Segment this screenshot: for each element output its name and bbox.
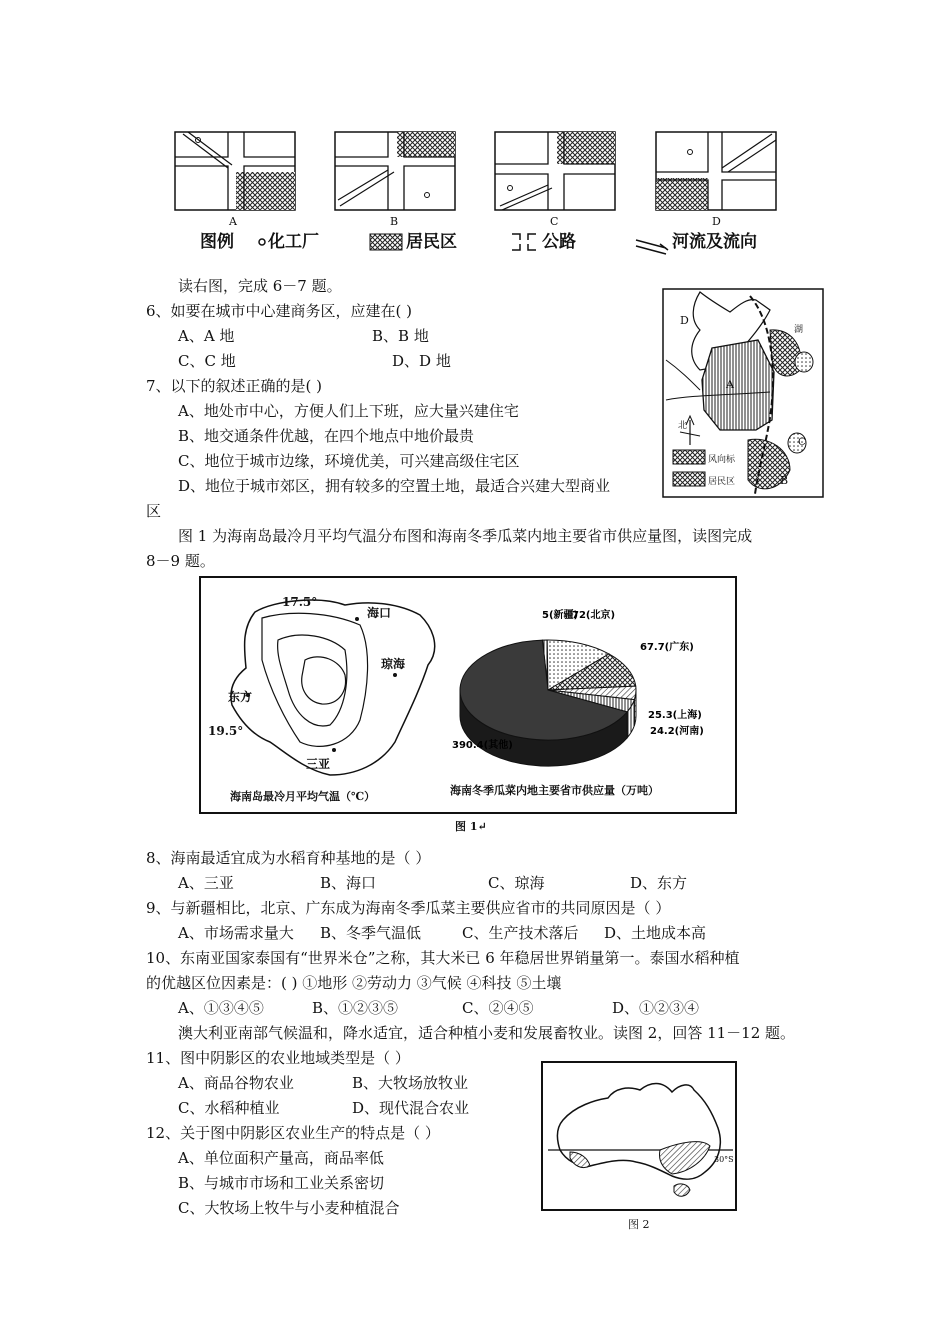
q6-option-b: B、B 地 [372, 327, 429, 345]
q10-option-a: A、①③④⑤ [178, 999, 264, 1017]
q12-stem: 12、关于图中阴影区农业生产的特点是（ ） [146, 1124, 440, 1142]
legend-chem: 化工厂 [268, 232, 319, 252]
q9-stem: 9、与新疆相比，北京、广东成为海南冬季瓜菜主要供应省市的共同原因是（ ） [146, 899, 671, 917]
q9-option-d: D、土地成本高 [604, 924, 707, 942]
panel-a-label: A [229, 215, 237, 228]
q7-stem: 7、以下的叙述正确的是( ) [146, 377, 323, 395]
q8-stem: 8、海南最适宜成为水稻育种基地的是（ ） [146, 849, 431, 867]
q11-option-b: B、大牧场放牧业 [352, 1074, 469, 1092]
q7-option-c: C、地位于城市边缘，环境优美，可兴建高级住宅区 [178, 452, 520, 470]
map-caption: 海南岛最冷月平均气温（℃） [230, 790, 376, 803]
city-label-c: C [798, 437, 806, 448]
q12-option-a: A、单位面积产量高，商品率低 [178, 1149, 384, 1167]
q6-stem: 6、如要在城市中心建商务区，应建在( ) [146, 302, 413, 320]
q12-option-c: C、大牧场上牧牛与小麦种植混合 [178, 1199, 400, 1217]
residential-symbol-icon [370, 234, 402, 250]
intro-8-9-line2: 8－9 题。 [146, 552, 215, 570]
panel-c-label: C [550, 215, 559, 228]
panel-d-label: D [712, 215, 721, 228]
city-wind: 风向标 [708, 455, 736, 465]
pie-label: 25.3(上海) [648, 710, 702, 721]
q11-option-a: A、商品谷物农业 [178, 1074, 294, 1092]
q10-line2: 的优越区位因素是：( ) ①地形 ②劳动力 ③气候 ④科技 ⑤土壤 [146, 974, 562, 992]
q12-option-b: B、与城市市场和工业关系密切 [178, 1174, 385, 1192]
pie-label: 67.7(广东) [640, 642, 694, 653]
q8-option-b: B、海口 [320, 874, 377, 892]
pie-label: 24.2(河南) [650, 726, 704, 737]
intro-6-7: 读右图，完成 6－7 题。 [178, 277, 342, 295]
pie-label: 72(北京) [572, 610, 616, 621]
map-label-haikou: 海口 [367, 606, 392, 620]
q8-option-d: D、东方 [630, 874, 688, 892]
legend-river: 河流及流向 [672, 232, 757, 252]
city-label-b: B [780, 474, 789, 487]
map-label-19-5: 19.5° [208, 724, 244, 738]
figure1-caption: 图 1↵ [455, 820, 487, 833]
panel-a [175, 132, 295, 210]
q11-option-c: C、水稻种植业 [178, 1099, 280, 1117]
figure2-frame [542, 1062, 736, 1210]
map-label-qionghai: 琼海 [381, 657, 406, 671]
q9-option-c: C、生产技术落后 [462, 924, 579, 942]
city-res: 居民区 [708, 477, 736, 487]
road-symbol-icon [512, 234, 536, 250]
q7-option-a: A、地处市中心，方便人们上下班，应大量兴建住宅 [178, 402, 519, 420]
pie-label: 390.4(其他) [452, 740, 513, 751]
figure2-latitude: 30°S [714, 1155, 734, 1164]
panel-c [495, 132, 615, 210]
river-symbol-icon [636, 240, 668, 254]
q7-option-b: B、地交通条件优越，在四个地点中地价最贵 [178, 427, 475, 445]
map-label-dongfang: 东方 [228, 690, 253, 704]
q9-option-a: A、市场需求量大 [178, 924, 294, 942]
legend-graphics [259, 234, 668, 254]
q8-option-a: A、三亚 [178, 874, 234, 892]
q6-option-d: D、D 地 [392, 352, 451, 370]
city-label-a: A [726, 378, 734, 391]
q10-option-b: B、①②③⑤ [312, 999, 399, 1017]
q10-option-d: D、①②③④ [612, 999, 700, 1017]
legend-road: 公路 [542, 232, 576, 252]
q8-option-c: C、琼海 [488, 874, 545, 892]
city-label-lake: 湖 [794, 325, 804, 335]
city-label-d: D [680, 314, 689, 327]
q6-option-a: A、A 地 [178, 327, 235, 345]
map-label-17-5: 17.5° [282, 595, 318, 609]
q9-option-b: B、冬季气温低 [320, 924, 422, 942]
intro-11-12: 澳大利亚南部气候温和，降水适宜，适合种植小麦和发展畜牧业。读图 2，回答 11－12 题。 [178, 1024, 796, 1042]
legend-res: 居民区 [406, 232, 457, 252]
q7-option-d: D、地位于城市郊区，拥有较多的空置土地，最适合兴建大型商业 [178, 477, 611, 495]
q6-option-c: C、C 地 [178, 352, 236, 370]
pie-label: 5(新疆) [542, 610, 579, 621]
q7-option-d-cont: 区 [146, 502, 162, 520]
q11-stem: 11、图中阴影区的农业地域类型是（ ） [146, 1049, 410, 1067]
q10-option-c: C、②④⑤ [462, 999, 534, 1017]
q10-line1: 10、东南亚国家泰国有“世界米仓”之称，其大米已 6 年稳居世界销量第一。泰国水稻种植 [146, 949, 740, 967]
q11-option-d: D、现代混合农业 [352, 1099, 470, 1117]
legend-title: 图例 [200, 232, 234, 252]
panel-b [335, 132, 455, 210]
city-north: 北 [678, 421, 688, 431]
map-label-sanya: 三亚 [306, 757, 331, 771]
intro-8-9-line1: 图 1 为海南岛最冷月平均气温分布图和海南冬季瓜菜内地主要省市供应量图，读图完成 [178, 527, 753, 545]
panel-b-label: B [390, 215, 399, 228]
panel-d [656, 132, 776, 210]
pie-caption: 海南冬季瓜菜内地主要省市供应量（万吨） [450, 784, 659, 797]
factory-symbol-icon [259, 239, 265, 245]
figure2-caption: 图 2 [628, 1218, 650, 1231]
